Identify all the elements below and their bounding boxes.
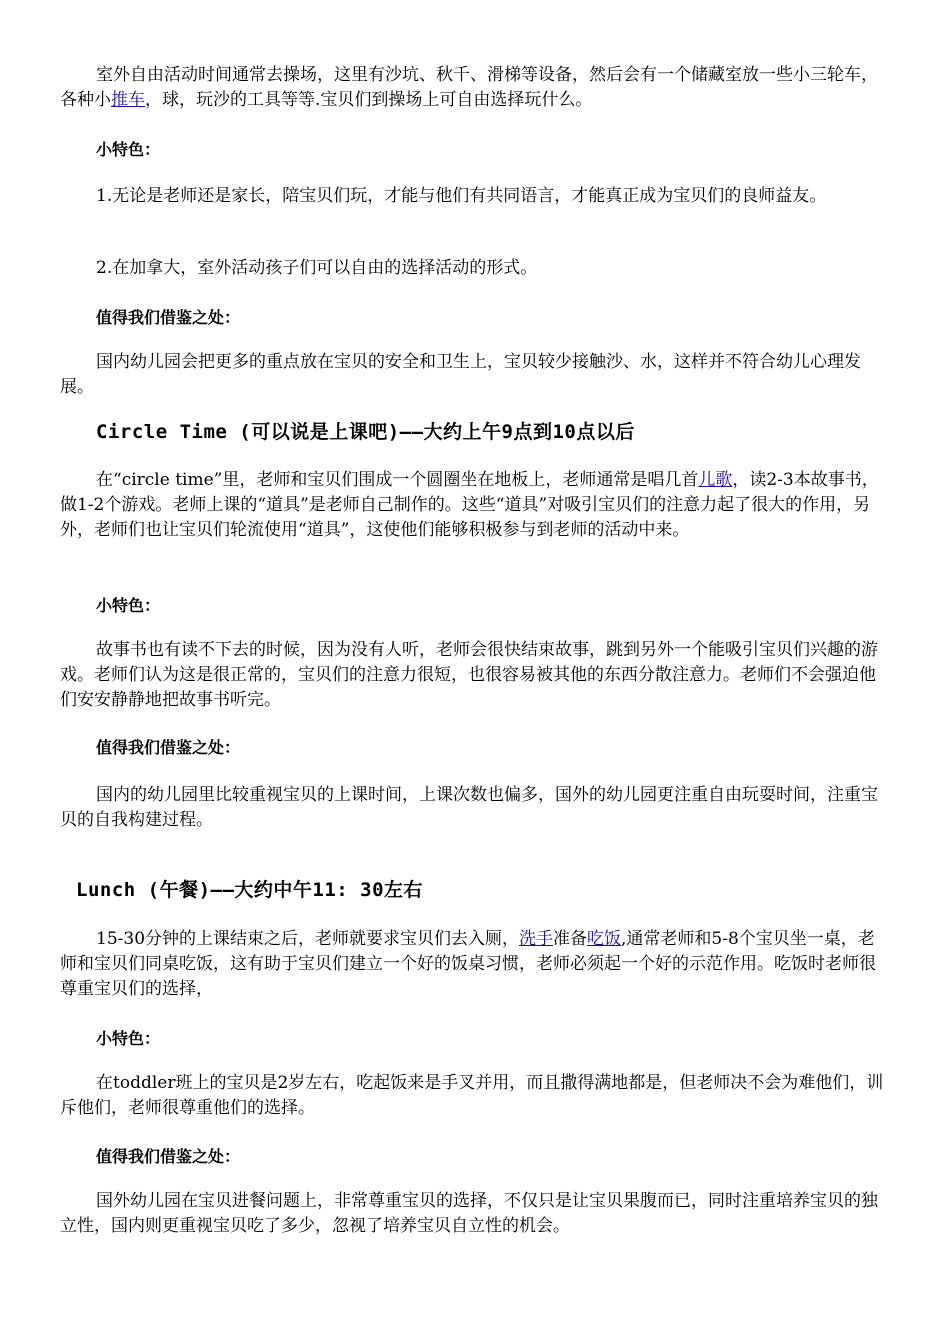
outdoor-feature-label: 小特色： [96,140,161,159]
link-wash-hands[interactable]: 洗手 [519,929,554,949]
outdoor-learn-text: 国内幼儿园会把更多的重点放在宝贝的安全和卫生上，宝贝较少接触沙、水，这样并不符合幼儿心理发展。 [60,352,861,397]
outdoor-text-a: 室外自由活动时间通常去操场，这里有沙坑、秋千、滑梯等设备，然后会有一个储藏室放一些小三轮车，各种小 [60,65,878,110]
lunch-learn-text: 国外幼儿园在宝贝进餐问题上，非常尊重宝贝的选择，不仅只是让宝贝果腹而已，同时注重培养宝贝的独立性，国内则更重视宝贝吃了多少，忽视了培养宝贝自立性的机会。 [60,1191,878,1236]
outdoor-feature-1: 1.无论是老师还是家长，陪宝贝们玩，才能与他们有共同语言，才能真正成为宝贝们的良师益友。 [96,186,827,206]
lunch-feature-text: 在toddler班上的宝贝是2岁左右，吃起饭来是手叉并用，而且撒得满地都是，但老师决不会为难他们，训斥他们，老师很尊重他们的选择。 [60,1073,884,1118]
circle-text-b: ，读2-3本故事书，做1-2个游戏。老师上课的“道具”是老师自己制作的。这些“道具”对吸引宝贝们的注意力起了很大的作用，另外，老师们也让宝贝们轮流使用“道具”，这使他们能够积极参与到老师的活动中来。 [60,470,879,540]
link-eat[interactable]: 吃饭 [587,929,622,949]
circle-time-heading: Circle Time (可以说是上课吧)——大约上午9点到10点以后 [96,421,635,443]
lunch-heading: Lunch (午餐)——大约中午11: 30左右 [76,879,424,901]
outdoor-feature-2: 2.在加拿大，室外活动孩子们可以自由的选择活动的形式。 [96,258,538,278]
circle-paragraph [60,468,890,543]
lunch-feature-label: 小特色： [96,1029,161,1048]
circle-learn-label: 值得我们借鉴之处： [96,738,241,757]
link-push-cart[interactable]: 推车 [111,90,145,110]
link-nursery-rhyme[interactable]: 儿歌 [698,470,733,490]
outdoor-learn-label: 值得我们借鉴之处： [96,308,241,327]
outdoor-text-b: ，球，玩沙的工具等等.宝贝们到操场上可自由选择玩什么。 [145,90,593,110]
circle-feature-text: 故事书也有读不下去的时候，因为没有人听，老师会很快结束故事，跳到另外一个能吸引宝贝们兴趣的游戏。老师们认为这是很正常的，宝贝们的注意力很短，也很容易被其他的东西分散注意力。老师们不会强迫他们安安静静地把故事书听完。 [60,640,878,710]
circle-text-a: 在“circle time”里，老师和宝贝们围成一个圆圈坐在地板上，老师通常是唱几首 [96,470,699,490]
lunch-learn-label: 值得我们借鉴之处： [96,1147,241,1166]
lunch-text-c: ,通常老师和5-8个宝贝坐一桌，老师和宝贝们同桌吃饭，这有助于宝贝们建立一个好的饭桌习惯，老师必须起一个好的示范作用。吃饭时老师很尊重宝贝们的选择， [60,929,876,999]
lunch-text-b: 准备 [553,929,588,949]
lunch-paragraph [60,927,890,1002]
lunch-text-a: 15-30分钟的上课结束之后，老师就要求宝贝们去入厕， [96,929,520,949]
outdoor-paragraph [60,63,890,113]
circle-learn-text: 国内的幼儿园里比较重视宝贝的上课时间，上课次数也偏多，国外的幼儿园更注重自由玩耍时间，注重宝贝的自我构建过程。 [60,785,878,830]
circle-feature-label: 小特色： [96,596,161,615]
